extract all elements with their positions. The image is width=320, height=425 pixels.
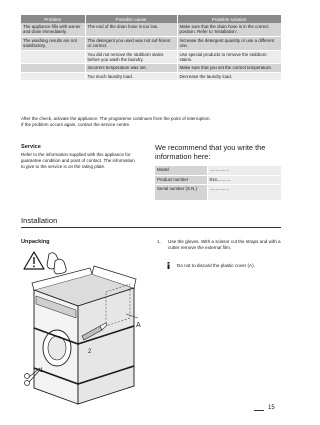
table-row <box>155 166 281 175</box>
note-line-2: If the problem occurs again, contact the service centre. <box>21 121 131 127</box>
installation-heading: Installation <box>21 216 58 225</box>
table-row <box>155 175 281 184</box>
serial-number-value: ................ <box>207 184 281 200</box>
table-row <box>21 23 281 36</box>
washing-machine-unpacking-illustration <box>22 248 146 410</box>
table-row <box>155 184 281 200</box>
recommend-heading: We recommend that you write the information here: <box>155 143 266 161</box>
table-row <box>21 72 281 80</box>
table-cell: The detergent you used was not suf-ficient or correct. <box>85 36 177 50</box>
table-cell: Make sure that you set the correct temperature. <box>177 64 281 72</box>
model-label: Model <box>155 166 207 175</box>
gloves-icon <box>47 253 66 274</box>
step-1 <box>157 239 283 251</box>
table-cell: Incorrect temperature was set. <box>85 64 177 72</box>
warning-icon <box>24 252 44 269</box>
section-divider <box>21 227 281 228</box>
table-cell: Make sure that the drain hose is in the correct position. Refer to 'Installation'. <box>177 23 281 36</box>
page-number-rule <box>254 410 264 411</box>
page-number: 15 <box>268 405 275 411</box>
table-cell: Decrease the laundry load. <box>177 72 281 80</box>
info-text: Do not to discard the plastic cover (A). <box>177 263 255 268</box>
serial-number-label: Serial number (S.N.) <box>155 184 207 200</box>
table-header-row <box>21 15 281 23</box>
step-number: 1. <box>157 239 161 244</box>
table-row <box>21 64 281 72</box>
service-heading: Service <box>21 144 41 150</box>
service-text: Refer to the information supplied with this appliance for guarantee condition and point of contact. The information to give to the service is on the rating plate. <box>21 152 135 169</box>
table-cell <box>21 64 85 72</box>
table-row <box>21 50 281 64</box>
table-cell: Increase the detergent quantity or use a different one. <box>177 36 281 50</box>
label-1: 1 <box>40 368 44 374</box>
table-cell: The end of the drain hose is too low. <box>85 23 177 36</box>
step-text: Use the gloves. With a scissor cut the straps and with a cutter remove the external film. <box>168 239 281 250</box>
table-cell: The appliance fills with wa-ter and drain immediately. <box>21 23 85 36</box>
product-number-label: Product number <box>155 175 207 184</box>
after-check-note <box>21 116 281 128</box>
note-line-1: After the check, activate the appliance. The programme continues from the point of interruption. <box>21 116 211 121</box>
table-cell <box>21 50 85 64</box>
info-icon <box>166 262 171 269</box>
table-row <box>21 36 281 50</box>
table-cell: Use special products to remove the stubborn stains. <box>177 50 281 64</box>
unpacking-heading: Unpacking <box>21 239 50 245</box>
label-2: 2 <box>88 349 92 355</box>
header-possible-solution: Possible solution <box>177 15 281 23</box>
troubleshooting-table <box>21 15 281 81</box>
product-number-value: 914........... <box>207 175 281 184</box>
header-possible-cause: Possible cause <box>85 15 177 23</box>
header-problem: Problem <box>21 15 85 23</box>
table-cell: The washing results are not satisfactory. <box>21 36 85 50</box>
table-cell: You did not remove the stubborn stains before you wash the laundry. <box>85 50 177 64</box>
table-cell <box>21 72 85 80</box>
model-value: ................ <box>207 166 281 175</box>
table-cell: Too much laundry load. <box>85 72 177 80</box>
product-info-table <box>155 166 281 201</box>
label-a: A <box>136 322 141 329</box>
